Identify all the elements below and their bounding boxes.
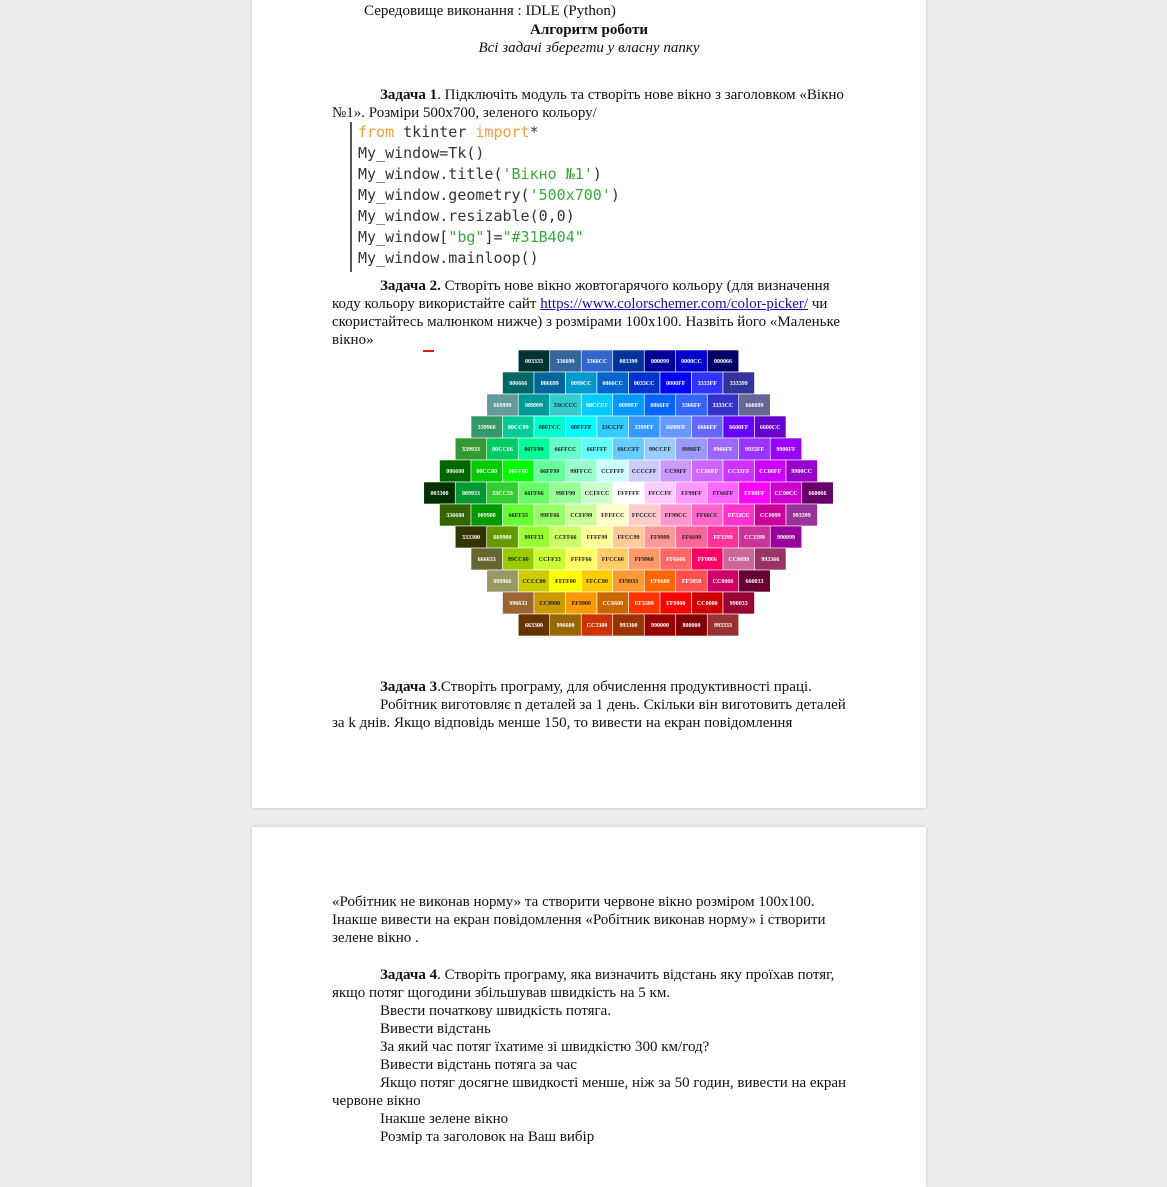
color-swatch-label: 0099FF <box>618 403 639 410</box>
color-swatch-3366cc <box>581 350 613 372</box>
color-swatch-cc0099 <box>755 504 787 526</box>
color-swatch-cc66ff <box>692 460 724 482</box>
color-swatch-label: FFCC66 <box>601 557 624 564</box>
task4-line4: Вивести відстань <box>380 1021 491 1037</box>
color-swatch-label: 9966FF <box>713 447 733 454</box>
color-swatch-label: FFFF66 <box>570 557 592 564</box>
color-swatch-666699 <box>739 394 771 416</box>
color-swatch-006666 <box>503 372 535 394</box>
color-swatch-label: 660033 <box>745 579 764 586</box>
color-swatch-label: FFCC99 <box>617 535 640 542</box>
color-swatch-ccccff <box>629 460 661 482</box>
color-swatch-ff0000 <box>660 592 692 614</box>
color-swatch-ff9999 <box>644 526 676 548</box>
task3-line3: за k днів. Якщо відповідь менше 150, то вивести на екран повідомлення <box>332 715 793 731</box>
color-swatch-label: 99FF66 <box>540 513 560 520</box>
color-swatch-ff9933 <box>613 570 645 592</box>
color-swatch-99cc00 <box>503 548 535 570</box>
color-swatch-label: 666633 <box>477 557 496 564</box>
color-swatch-label: CCFFFF <box>601 469 625 476</box>
color-swatch-9900cc <box>786 460 818 482</box>
color-swatch-label: FF9966 <box>634 557 654 564</box>
color-swatch-ff9900 <box>566 592 598 614</box>
color-swatch-ffcc99 <box>613 526 645 548</box>
task1-label: Задача 1 <box>380 87 438 103</box>
color-swatch-00ff99 <box>518 438 550 460</box>
color-swatch-660066 <box>802 482 834 504</box>
color-swatch-ff66ff <box>707 482 739 504</box>
color-swatch-label: 00FFFF <box>570 425 592 432</box>
color-swatch-label: 6600CC <box>759 425 781 432</box>
color-swatch-label: CC00CC <box>774 491 798 498</box>
color-swatch-6699ff <box>660 416 692 438</box>
color-swatch-label: 66CCFF <box>617 447 640 454</box>
color-swatch-label: 999966 <box>493 579 512 586</box>
color-swatch-00cc00 <box>471 460 503 482</box>
color-swatch-label: 66FFFF <box>586 447 608 454</box>
task4-line6: Вивести відстань потяга за час <box>380 1057 577 1073</box>
color-swatch-ff99cc <box>660 504 692 526</box>
color-swatch-000066 <box>707 350 739 372</box>
color-swatch-0099cc <box>566 372 598 394</box>
color-swatch-label: CCCCFF <box>631 469 657 476</box>
color-swatch-label: 6666FF <box>697 425 717 432</box>
color-swatch-label: FF9900 <box>571 601 591 608</box>
color-swatch-669900 <box>487 526 519 548</box>
color-swatch-339933 <box>455 438 487 460</box>
task3-line2: Робітник виготовляє n деталей за 1 день. Скільки він виготовить деталей <box>380 697 846 713</box>
color-swatch-label: FFCCFF <box>648 491 672 498</box>
env-line: Середовище виконання : IDLE (Python) <box>364 3 616 19</box>
task2-line3: скористайтесь малюнком нижче) з розмірами 100х100. Назвіть його «Маленьке <box>332 314 841 330</box>
document-page-1 <box>252 0 926 808</box>
color-swatch-label: 00FF00 <box>508 469 528 476</box>
color-swatch-label: FF3300 <box>634 601 654 608</box>
code-line-1: from tkinter import* <box>358 123 539 141</box>
color-swatch-336600 <box>440 504 472 526</box>
color-swatch-00cc66 <box>487 438 519 460</box>
color-swatch-label: 006666 <box>509 381 528 388</box>
color-swatch-3333ff <box>692 372 724 394</box>
color-swatch-label: 009900 <box>477 513 496 520</box>
color-swatch-ff3399 <box>707 526 739 548</box>
color-swatch-label: 00CC00 <box>476 469 498 476</box>
task4-line1: Задача 4. Створіть програму, яка визначить відстань яку проїхав потяг, <box>380 967 835 983</box>
color-swatch-label: 66FF99 <box>540 469 560 476</box>
color-swatch-66ff66 <box>518 482 550 504</box>
color-swatch-99ccff <box>644 438 676 460</box>
color-swatch-label: FF3399 <box>713 535 733 542</box>
color-swatch-label: 990099 <box>777 535 795 542</box>
color-swatch-ff00ff <box>739 482 771 504</box>
color-swatch-label: 99FF99 <box>555 491 576 498</box>
color-swatch-cccc00 <box>518 570 550 592</box>
color-swatch-33cc33 <box>487 482 519 504</box>
color-swatch-label: 336600 <box>446 513 465 520</box>
color-swatch-ffcc66 <box>597 548 629 570</box>
color-swatch-00ff00 <box>503 460 535 482</box>
color-swatch-label: 00CC99 <box>507 425 529 432</box>
color-swatch-0066cc <box>597 372 629 394</box>
color-swatch-ffcccc <box>629 504 661 526</box>
color-swatch-009900 <box>471 504 503 526</box>
color-swatch-ffccff <box>644 482 676 504</box>
color-swatch-009933 <box>455 482 487 504</box>
color-swatch-label: CCCC00 <box>522 579 546 586</box>
task2-line1: Задача 2. Створіть нове вікно жовтогарячого кольору (для визначення <box>380 278 830 294</box>
color-swatch-label: 99FF33 <box>524 535 544 542</box>
document-page-2 <box>252 827 926 1187</box>
color-swatch-label: 990033 <box>729 601 748 608</box>
color-swatch-label: CCFF33 <box>538 557 561 564</box>
color-swatch-label: 00CC66 <box>492 447 513 454</box>
color-swatch-ff99ff <box>676 482 708 504</box>
color-swatch-label: 9999FF <box>681 447 702 454</box>
color-swatch-0000ff <box>660 372 692 394</box>
color-swatch-label: FF6600 <box>650 579 670 586</box>
color-swatch-cc0000 <box>692 592 724 614</box>
color-swatch-label: 6600FF <box>729 425 749 432</box>
color-swatch-label: 0000CC <box>681 359 702 366</box>
color-swatch-label: 009999 <box>525 403 543 410</box>
color-swatch-label: CC9900 <box>539 601 561 608</box>
color-swatch-990099 <box>770 526 802 548</box>
color-swatch-3366ff <box>676 394 708 416</box>
color-swatch-ffff66 <box>566 548 598 570</box>
code-line-3: My_window.title('Вікно №1') <box>358 165 602 183</box>
code-line-6: My_window["bg"]="#31B404" <box>358 228 584 246</box>
color-swatch-ff6666 <box>660 548 692 570</box>
color-swatch-cc0066 <box>707 570 739 592</box>
color-swatch-label: CCFFCC <box>584 491 610 498</box>
color-swatch-label: FF00FF <box>744 491 765 498</box>
color-swatch-label: FFFFFF <box>617 491 640 498</box>
color-swatch-label: FF99CC <box>664 513 687 520</box>
color-swatch-label: FFFF99 <box>586 535 608 542</box>
color-swatch-006699 <box>534 372 566 394</box>
task4-line10: Розмір та заголовок на Ваш вибір <box>380 1129 595 1145</box>
color-swatch-label: 66FFCC <box>554 447 577 454</box>
color-swatch-ff0066 <box>692 548 724 570</box>
color-swatch-label: FF66CC <box>696 513 719 520</box>
color-swatch-label: FF99FF <box>681 491 702 498</box>
color-swatch-333399 <box>723 372 755 394</box>
color-swatch-9933ff <box>739 438 771 460</box>
color-swatch-cc33ff <box>723 460 755 482</box>
color-swatch-label: 666699 <box>745 403 764 410</box>
color-swatch-label: CCFF66 <box>554 535 577 542</box>
color-swatch-33cccc <box>550 394 582 416</box>
color-swatch-3333cc <box>707 394 739 416</box>
color-swatch-3399ff <box>629 416 661 438</box>
color-swatch-00ffff <box>566 416 598 438</box>
color-swatch-label: FF0000 <box>666 601 686 608</box>
color-swatch-993333 <box>707 614 739 636</box>
color-swatch-label: 9900CC <box>791 469 813 476</box>
color-swatch-label: 66FF33 <box>508 513 528 520</box>
color-swatch-cc3300 <box>581 614 613 636</box>
color-swatch-label: 003399 <box>619 359 638 366</box>
code-line-2: My_window=Tk() <box>358 144 485 162</box>
color-swatch-label: 3333CC <box>712 403 734 410</box>
task4-line2: якщо потяг щогодини збільшував швидкість на 5 км. <box>332 985 671 1001</box>
color-swatch-label: 0066FF <box>650 403 670 410</box>
color-swatch-996633 <box>503 592 535 614</box>
color-hex-chart <box>422 350 835 640</box>
color-swatch-99ff99 <box>550 482 582 504</box>
color-swatch-label: FF33CC <box>727 513 750 520</box>
color-swatch-ccffff <box>597 460 629 482</box>
color-swatch-label: 003333 <box>525 359 543 366</box>
color-swatch-990000 <box>644 614 676 636</box>
color-swatch-label: FF6666 <box>666 557 686 564</box>
color-swatch-003399 <box>613 350 645 372</box>
color-swatch-label: FF0066 <box>697 557 717 564</box>
color-swatch-ff6699 <box>676 526 708 548</box>
color-swatch-000099 <box>644 350 676 372</box>
algo-title: Алгоритм роботи <box>530 22 648 38</box>
color-swatch-999966 <box>487 570 519 592</box>
color-swatch-label: 33CC33 <box>492 491 513 498</box>
color-swatch-6666ff <box>692 416 724 438</box>
task4-label: Задача 4 <box>380 967 438 983</box>
task3-label: Задача 3 <box>380 679 438 695</box>
color-swatch-label: 009933 <box>462 491 480 498</box>
color-swatch-ffffcc <box>597 504 629 526</box>
color-swatch-00ccff <box>581 394 613 416</box>
color-swatch-label: 993366 <box>761 557 780 564</box>
color-swatch-99ff33 <box>518 526 550 548</box>
color-swatch-label: CC3399 <box>744 535 765 542</box>
color-swatch-0099ff <box>613 394 645 416</box>
color-swatch-label: FFCCCC <box>631 513 657 520</box>
color-swatch-cc6600 <box>597 592 629 614</box>
color-swatch-label: 3399FF <box>634 425 654 432</box>
color-swatch-ff66cc <box>692 504 724 526</box>
color-swatch-label: 669999 <box>493 403 512 410</box>
color-swatch-label: 9900FF <box>776 447 796 454</box>
color-swatch-ccffcc <box>581 482 613 504</box>
color-swatch-993366 <box>755 548 787 570</box>
color-swatch-99ffcc <box>566 460 598 482</box>
color-swatch-label: CC0000 <box>696 601 718 608</box>
color-swatch-33ccff <box>597 416 629 438</box>
color-swatch-label: 000099 <box>651 359 669 366</box>
task2-label: Задача 2. <box>380 278 441 294</box>
color-swatch-label: 0099CC <box>570 381 592 388</box>
code-line-5: My_window.resizable(0,0) <box>358 207 575 225</box>
color-swatch-label: 00CCFF <box>586 403 608 410</box>
color-swatch-cc00ff <box>755 460 787 482</box>
color-swatch-label: FFFFCC <box>601 513 625 520</box>
color-swatch-label: CC33FF <box>727 469 750 476</box>
color-swatch-label: 33CCCC <box>553 403 578 410</box>
color-swatch-0000cc <box>676 350 708 372</box>
color-swatch-990033 <box>723 592 755 614</box>
color-swatch-cc6699 <box>723 548 755 570</box>
color-swatch-ffcc00 <box>581 570 613 592</box>
color-swatch-6600ff <box>723 416 755 438</box>
color-swatch-9966ff <box>707 438 739 460</box>
color-swatch-label: FF6699 <box>681 535 702 542</box>
color-swatch-label: 66FF66 <box>524 491 544 498</box>
algo-subtitle: Всі задачі зберегти у власну папку <box>478 40 700 56</box>
color-swatch-label: CC0066 <box>712 579 734 586</box>
color-swatch-label: CC6600 <box>602 601 624 608</box>
color-swatch-ff6600 <box>644 570 676 592</box>
color-swatch-66ff33 <box>503 504 535 526</box>
color-swatch-009999 <box>518 394 550 416</box>
color-swatch-label: 0000FF <box>666 381 686 388</box>
color-swatch-993300 <box>613 614 645 636</box>
color-swatch-label: 000066 <box>714 359 732 366</box>
color-swatch-ff33cc <box>723 504 755 526</box>
color-swatch-label: 00FFCC <box>538 425 561 432</box>
color-swatch-label: 996633 <box>509 601 528 608</box>
color-swatch-cc99ff <box>660 460 692 482</box>
color-swatch-label: 3366CC <box>586 359 608 366</box>
color-swatch-label: 006699 <box>540 381 559 388</box>
color-swatch-label: CC3300 <box>586 623 608 630</box>
color-swatch-003333 <box>518 350 550 372</box>
color-swatch-label: 800000 <box>682 623 701 630</box>
color-swatch-label: 99FFCC <box>570 469 593 476</box>
color-swatch-996600 <box>550 614 582 636</box>
task4-line7: Якщо потяг досягне швидкості менше, ніж за 50 годин, вивести на екран <box>380 1075 847 1091</box>
color-swatch-label: CC6699 <box>728 557 750 564</box>
color-swatch-ff5050 <box>676 570 708 592</box>
task4-line8: червоне вікно <box>332 1093 421 1109</box>
color-swatch-cc9900 <box>534 592 566 614</box>
color-swatch-label: CC99FF <box>664 469 687 476</box>
color-swatch-66ff99 <box>534 460 566 482</box>
color-swatch-label: 993300 <box>619 623 638 630</box>
color-swatch-label: 339933 <box>462 447 480 454</box>
color-swatch-ff9966 <box>629 548 661 570</box>
task3-cont-line2: Інакше вивести на екран повідомлення «Робітник виконав норму» і створити <box>332 912 826 928</box>
color-swatch-label: 3333FF <box>697 381 717 388</box>
color-swatch-ffffff <box>613 482 645 504</box>
color-swatch-label: 003300 <box>430 491 449 498</box>
color-swatch-label: 6699FF <box>666 425 686 432</box>
task1-line2: №1». Розміри 500х700, зеленого кольору/ <box>332 105 597 121</box>
task3-cont-line1: «Робітник не виконав норму» та створити червоне вікно розміром 100х100. <box>332 894 815 910</box>
color-swatch-66ffff <box>581 438 613 460</box>
color-swatch-label: 660066 <box>808 491 827 498</box>
task4-line3: Ввести початкову швидкість потяга. <box>380 1003 612 1019</box>
color-swatch-9900ff <box>770 438 802 460</box>
code-line-4: My_window.geometry('500x700') <box>358 186 620 204</box>
color-swatch-ffff00 <box>550 570 582 592</box>
color-swatch-800000 <box>676 614 708 636</box>
color-swatch-label: FF66FF <box>712 491 734 498</box>
color-swatch-66ffcc <box>550 438 582 460</box>
color-swatch-669999 <box>487 394 519 416</box>
color-swatch-label: 3366FF <box>681 403 702 410</box>
task1-line1: Задача 1. Підключіть модуль та створіть нове вікно з заголовком «Вікно <box>380 87 844 103</box>
color-swatch-label: 993333 <box>714 623 732 630</box>
color-swatch-label: CC66FF <box>696 469 719 476</box>
color-swatch-label: CCFF99 <box>570 513 593 520</box>
color-swatch-9999ff <box>676 438 708 460</box>
color-swatch-label: 00FF99 <box>524 447 544 454</box>
color-swatch-003300 <box>424 482 456 504</box>
color-swatch-0066ff <box>644 394 676 416</box>
color-swatch-ccff99 <box>566 504 598 526</box>
task3-line1: Задача 3.Створіть програму, для обчислення продуктивності праці. <box>380 679 812 695</box>
task4-line5: За який час потяг їхатиме зі швидкістю 300 км/год? <box>380 1039 710 1055</box>
color-swatch-0033cc <box>629 372 661 394</box>
color-swatch-66ccff <box>613 438 645 460</box>
task4-line9: Інакше зелене вікно <box>380 1111 509 1127</box>
color-swatch-label: 33CCFF <box>601 425 624 432</box>
color-swatch-006600 <box>440 460 472 482</box>
colorschemer-link[interactable]: https://www.colorschemer.com/color-picker/ <box>540 296 809 312</box>
color-swatch-label: 9933FF <box>744 447 765 454</box>
color-swatch-label: 333399 <box>729 381 748 388</box>
color-swatch-00cc99 <box>503 416 535 438</box>
color-swatch-label: 99CC00 <box>507 557 529 564</box>
color-swatch-6600cc <box>755 416 787 438</box>
color-swatch-666633 <box>471 548 503 570</box>
color-swatch-00ffcc <box>534 416 566 438</box>
color-swatch-label: 990000 <box>651 623 669 630</box>
color-swatch-cc3399 <box>739 526 771 548</box>
color-swatch-label: FFCC00 <box>586 579 608 586</box>
color-swatch-label: CC00FF <box>759 469 782 476</box>
task2-line4: вікно» <box>332 332 374 348</box>
color-swatch-label: 336699 <box>556 359 575 366</box>
color-swatch-ccff33 <box>534 548 566 570</box>
color-swatch-label: 996600 <box>556 623 575 630</box>
code-block <box>350 122 682 272</box>
color-swatch-label: FF5050 <box>681 579 702 586</box>
color-swatch-cc00cc <box>770 482 802 504</box>
color-swatch-label: 006600 <box>446 469 465 476</box>
task3-cont-line3: зелене вікно . <box>332 930 419 946</box>
color-swatch-663300 <box>518 614 550 636</box>
color-swatch-336699 <box>550 350 582 372</box>
color-swatch-label: 339966 <box>477 425 496 432</box>
color-swatch-label: 669900 <box>493 535 512 542</box>
color-swatch-333300 <box>455 526 487 548</box>
code-line-7: My_window.mainloop() <box>358 249 539 267</box>
color-swatch-label: 663300 <box>525 623 543 630</box>
color-swatch-label: CC0099 <box>759 513 781 520</box>
color-swatch-ff3300 <box>629 592 661 614</box>
color-swatch-ccff66 <box>550 526 582 548</box>
color-swatch-label: 333300 <box>462 535 480 542</box>
color-swatch-ffff99 <box>581 526 613 548</box>
color-swatch-label: FF9999 <box>650 535 670 542</box>
color-swatch-660033 <box>739 570 771 592</box>
color-swatch-label: FFFF00 <box>555 579 576 586</box>
color-swatch-label: 0033CC <box>633 381 655 388</box>
color-swatch-label: FF9933 <box>618 579 639 586</box>
color-swatch-label: 0066CC <box>602 381 624 388</box>
color-swatch-label: 99CCFF <box>649 447 671 454</box>
color-swatch-993399 <box>786 504 818 526</box>
task2-line2: коду кольору використайте сайт https://www.colorschemer.com/color-picker/ чи <box>332 296 828 312</box>
color-swatch-label: 993399 <box>792 513 811 520</box>
color-swatch-99ff66 <box>534 504 566 526</box>
color-swatch-339966 <box>471 416 503 438</box>
